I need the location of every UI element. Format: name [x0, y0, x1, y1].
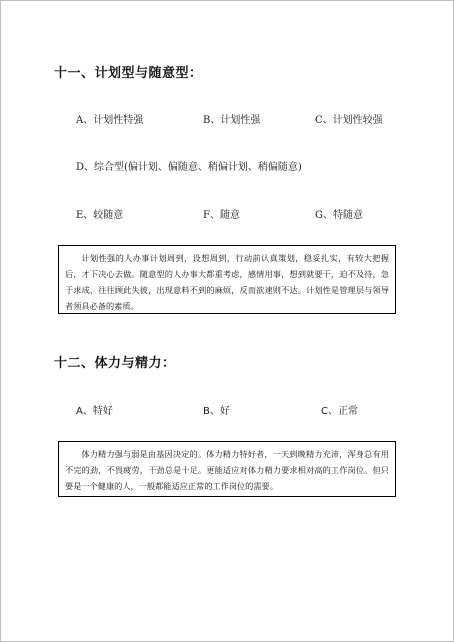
section-12-title: 十二、体力与精力：: [54, 356, 176, 371]
option-11-d: D、综合型(偏计划、偏随意、稍偏计划、稍偏随意): [76, 162, 302, 173]
option-11-e: E、较随意: [76, 210, 124, 221]
option-11-b: B、计划性强: [203, 115, 261, 126]
option-11-c: C、计划性较强: [315, 115, 383, 126]
note-box-energy: 体力精力强与弱是由基因决定的。体力精力特好者，一天到晚精力充沛，浑身总有用不完的劲，不畏疲劳，干劲总是十足。更能适应对体力精力要求相对高的工作岗位。但只要是一个健康的人，一般都能适应正常的工作岗位的需要。: [58, 441, 396, 497]
option-12-c: C、正常: [321, 406, 358, 417]
note-box-planning: 计划性强的人办事计划周到，设想周到，行动前认真策划，稳妥扎实，有较大把握后，才下决心去做。随意型的人办事大都重考虑，感情用事，想到就要干，迫不及待，急于求成，往往顾此失彼，出现意料不到的麻烦，反而欲速则不达。计划性是管理层与领导者须具必备的素质。: [58, 245, 396, 314]
option-11-a: A、计划性特强: [76, 115, 144, 126]
option-12-a: A、特好: [76, 406, 113, 417]
section-11-title: 十一、计划型与随意型：: [54, 66, 203, 81]
option-11-f: F、随意: [203, 210, 240, 221]
option-11-g: G、特随意: [315, 210, 363, 221]
option-12-b: B、好: [203, 406, 230, 417]
